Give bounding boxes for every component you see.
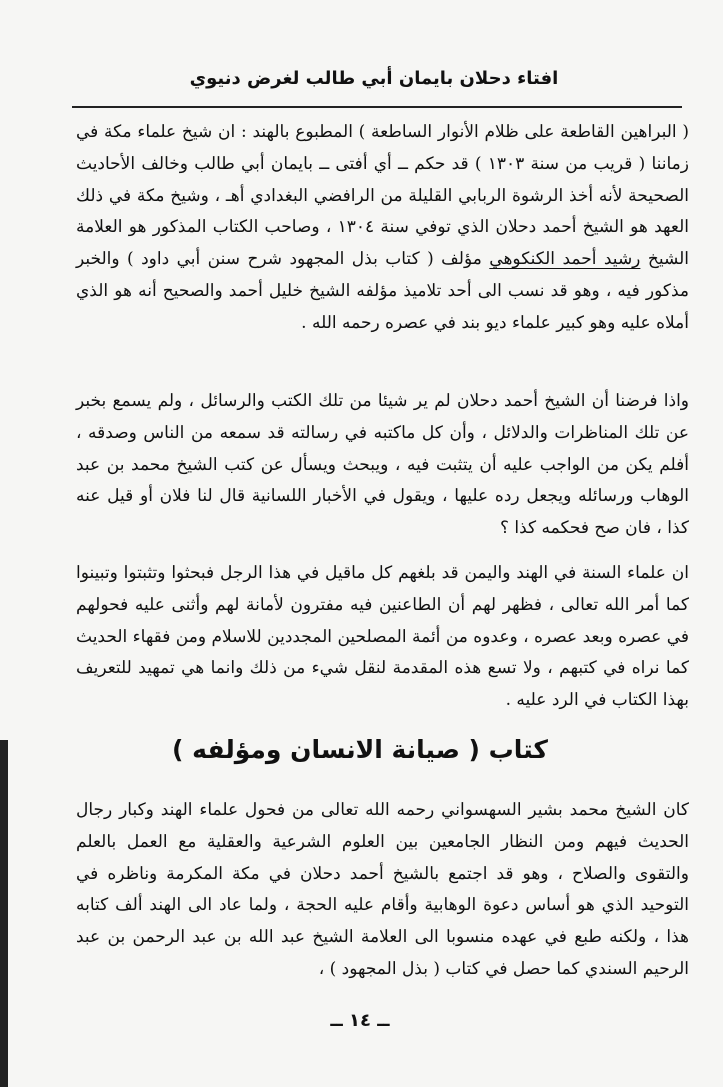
paragraph-1-text-b: مؤلف ( كتاب بذل المجهود شرح سنن أبي داود ) والخبر مذكور فيه ، وهو قد نسب الى أحد تلاميذ مؤلفه الشيخ خليل أحمد والصحيح أنه هو الذي أملاه عليه وهو كبير علماء ديو بند في عصره رحمه الله . [76, 249, 689, 333]
running-head: افتاء دحلان بايمان أبي طالب لغرض دنيوي [189, 68, 559, 89]
paragraph-2: واذا فرضنا أن الشيخ أحمد دحلان لم ير شيئا من تلك الكتب والرسائل ، ولم يسمع بخبر عن تلك المناظرات والدلائل ، وأن كل ماكتبه في رسالته قد سمعه من الناس وصدقه ، أفلم يكن من الواجب عليه أن يتثبت فيه ، ويبحث ويسأل عن كتب الشيخ محمد بن عبد الوهاب ورسائله ويجعل رده عليها ، ويقول في الأخبار اللسانية قال لنا فلان أو قيل عنه كذا ، فان صح فحكمه كذا ؟ [76, 391, 689, 539]
scan-edge-shadow [0, 740, 8, 1087]
header-rule [72, 106, 682, 108]
page-number: ــ ١٤ ــ [330, 1010, 390, 1031]
section-title: كتاب ( صيانة الانسان ومؤلفه ) [172, 735, 548, 764]
underlined-name: رشيد أحمد الكنكوهي [489, 249, 641, 270]
paragraph-1-text-a: ( البراهين القاطعة على ظلام الأنوار الساطعة ) المطبوع بالهند : ان شيخ علماء مكة في زماننا ( قريب من سنة ١٣٠٣ ) قد حكم ــ أي أفتى ــ بايمان أبي طالب وخالف الأحاديث الصحيحة لأنه أخذ الرشوة الربابي القليلة من الرافضي البغدادي أهـ ، وشيخ مكة في ذلك العهد هو الشيخ أحمد دحلان الذي توفي سنة ١٣٠٤ ، وصاحب الكتاب المذكور هو العلامة الشيخ [76, 122, 690, 270]
paragraph-3: ان علماء السنة في الهند واليمن قد بلغهم كل ماقيل في هذا الرجل فبحثوا وتثبتوا وتبينوا كما أمر الله تعالى ، فظهر لهم أن الطاعنين فيه مفترون لأمانة لهم وأثنى عليه فحولهم في عصره وبعد عصره ، وعدوه من أئمة المصلحين المجددين للاسلام ومن فقهاء الحديث كما نراه في كتبهم ، ولا تسع هذه المقدمة لنقل شيء من ذلك وانما هي تمهيد للتعريف بهذا الكتاب في الرد عليه . [76, 563, 689, 711]
paragraph-4: كان الشيخ محمد بشير السهسواني رحمه الله تعالى من فحول علماء الهند وكبار رجال الحديث فيهم ومن النظار الجامعين بين العلوم الشرعية والعقلية مع العمل بالعلم والتقوى والصلاح ، وهو قد اجتمع بالشيخ أحمد دحلان في مكة المكرمة وناظره في التوحيد الذي هو أساس دعوة الوهابية وأقام عليه الحجة ، ولما عاد الى الهند ألف كتابه هذا ، ولكنه طبع في عهده منسوبا الى العلامة الشيخ عبد الله بن عبد الرحمن بن عبد الرحيم السندي كما حصل في كتاب ( بذل المجهود ) ، [76, 800, 689, 979]
paragraph-1 [76, 117, 689, 340]
